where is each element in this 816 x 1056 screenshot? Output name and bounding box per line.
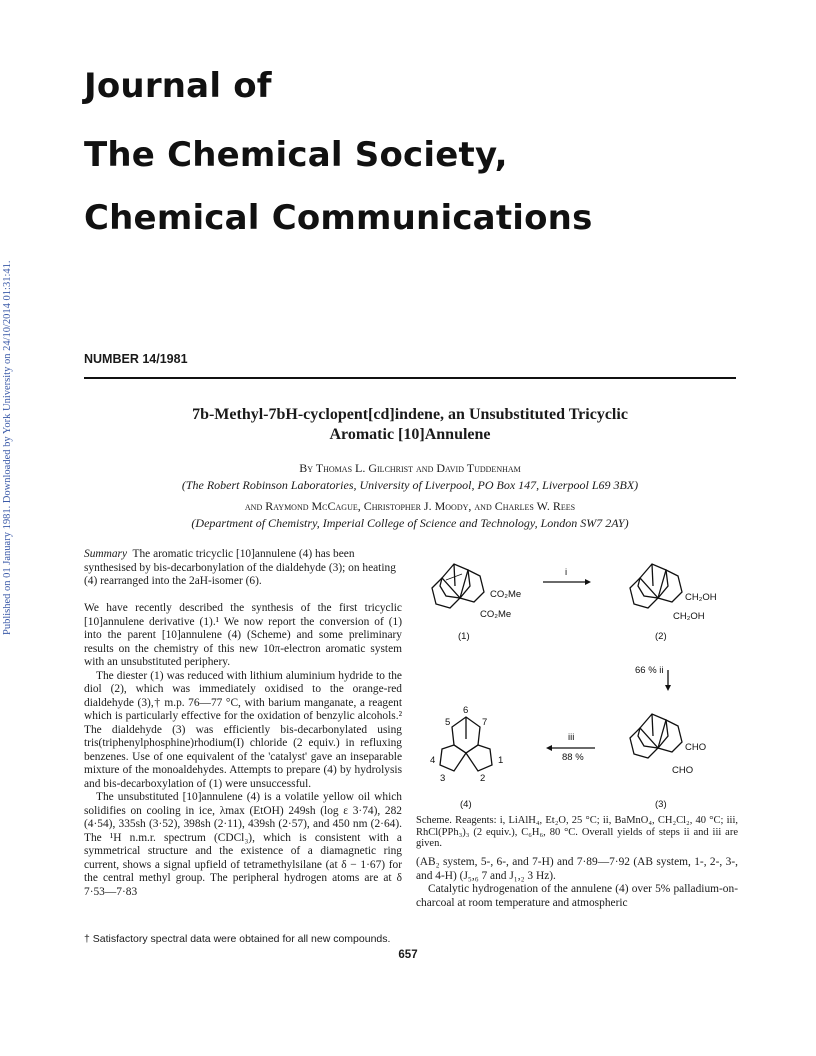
- header-rule: [84, 377, 736, 379]
- footnote: † Satisfactory spectral data were obtained for all new compounds.: [84, 933, 391, 945]
- label-ch2oh-1: CH₂OH: [685, 592, 717, 603]
- reaction-scheme: [410, 545, 745, 810]
- atom-label-5: 5: [445, 717, 451, 728]
- journal-title-line2: The Chemical Society,: [84, 135, 508, 175]
- label-co2me-1: CO₂Me: [490, 589, 522, 600]
- summary-block: [84, 548, 402, 589]
- page-number: 657: [398, 949, 418, 961]
- atom-label-7: 7: [482, 717, 488, 728]
- article-title: [120, 405, 700, 445]
- body-paragraph-2: The diester (1) was reduced with lithium aluminium hydride to the diol (2), which was immediately oxidised to the orange-red dialdehyde (3),† m.p. 76—77 °C, with barium manganate, a reagent which is particularly effective for the oxidation of benzylic alcohols.² The dialdehyde (3) was efficiently bis-decarbonylated using tris(triphenylphosphine)rhodium(I) chloride (2 equiv.) in refluxing benzenes. Use of one equivalent of the 'catalyst' gave an inseparable mixture of the monoaldehydes. Attempts to prepare (4) by hydrolysis and bis-decarboxylation of (1) were unsuccessful.: [84, 669, 402, 790]
- structure-compound-1: [432, 564, 484, 608]
- compound-label-3: (3): [655, 799, 667, 810]
- article-title-line1: 7b-Methyl-7bH-cyclopent[cd]indene, an Unsubstituted Tricyclic: [192, 406, 628, 423]
- structure-compound-3: [630, 714, 682, 758]
- atom-label-4: 4: [430, 755, 436, 766]
- label-cho-2: CHO: [672, 765, 694, 776]
- step-label-iii: iii: [568, 732, 575, 743]
- compound-label-2: (2): [655, 631, 667, 642]
- body-paragraph-3: The unsubstituted [10]annulene (4) is a volatile yellow oil which solidifies on cooling in ice, λmax (EtOH) 249sh (log ε 3·74), 282 (4·54), 335sh (3·52), 398sh (2·11), 439sh (2·57), and 450 nm (2·64). The ¹H n.m.r. spectrum (CDCl₃), which is consistent with a symmetrical structure and the existence of a diamagnetic ring current, shows a signal upfield of tetramethylsilane (at δ − 1·67) for the central methyl group. The peripheral hydrogen atoms are at δ 7·53—7·83: [84, 791, 403, 898]
- summary-text: The aromatic tricyclic [10]annulene (4) has been synthesised by bis-decarbonylation of the dialdehyde (3); on heating (4) rearranged into the 2aH-isomer (6).: [84, 548, 396, 587]
- authors-liverpool: By Thomas L. Gilchrist and David Tuddenham: [299, 461, 521, 475]
- download-watermark: Published on 01 January 1981. Downloaded by York University on 24/10/2014 01:31:41.: [2, 260, 13, 635]
- body-left-column: [84, 602, 402, 899]
- compound-label-4: (4): [460, 799, 472, 810]
- scheme-caption: Scheme. Reagents: i, LiAlH₄, Et₂O, 25 °C; ii, BaMnO₄, CH₂Cl₂, 40 °C; iii, RhCl(PPh₃)₃ (2 equiv.), C₆H₆, 80 °C. Overall yields of steps ii and iii are given.: [416, 815, 738, 849]
- atom-label-2: 2: [480, 773, 486, 784]
- article-title-line2: Aromatic [10]Annulene: [329, 426, 491, 443]
- step-label-i: i: [565, 567, 568, 578]
- summary-label: Summary: [84, 548, 128, 560]
- authors-imperial: and Raymond McCague, Christopher J. Moody, and Charles W. Rees: [244, 499, 576, 513]
- journal-title-line3: Chemical Communications: [84, 198, 593, 238]
- atom-label-6: 6: [463, 705, 469, 716]
- body-right-column: [416, 856, 738, 910]
- issue-number: NUMBER 14/1981: [84, 352, 188, 366]
- label-ch2oh-2: CH₂OH: [673, 611, 705, 622]
- right-paragraph-1: (AB₂ system, 5-, 6-, and 7-H) and 7·89—7·92 (AB system, 1-, 2-, 3-, and 4-H) (J₅,₆ 7 and J₁,₂ 3 Hz).: [416, 856, 738, 882]
- step-label-ii: 66 % ii: [635, 665, 664, 676]
- structure-compound-2: [630, 564, 682, 608]
- label-cho-1: CHO: [685, 742, 707, 753]
- atom-label-3: 3: [440, 773, 446, 784]
- affiliation-imperial: (Department of Chemistry, Imperial College of Science and Technology, London SW7 2AY): [191, 516, 629, 530]
- journal-title-line1: Journal of: [84, 66, 272, 106]
- atom-label-1: 1: [498, 755, 504, 766]
- compound-label-1: (1): [458, 631, 470, 642]
- body-paragraph-1: We have recently described the synthesis of the first tricyclic [10]annulene derivative (1).¹ We now report the conversion of (1) into the parent [10]annulene (4) (Scheme) and some preliminary results on the chemistry of this new 10π-electron aromatic system with an unsubstituted periphery.: [84, 602, 402, 668]
- label-co2me-2: CO₂Me: [480, 609, 512, 620]
- right-paragraph-2: Catalytic hydrogenation of the annulene (4) over 5% palladium-on-charcoal at room temperature and atmospheric: [416, 883, 738, 909]
- affiliation-liverpool: (The Robert Robinson Laboratories, University of Liverpool, PO Box 147, Liverpool L69 3BX): [181, 478, 639, 492]
- step-yield-iii: 88 %: [562, 752, 584, 763]
